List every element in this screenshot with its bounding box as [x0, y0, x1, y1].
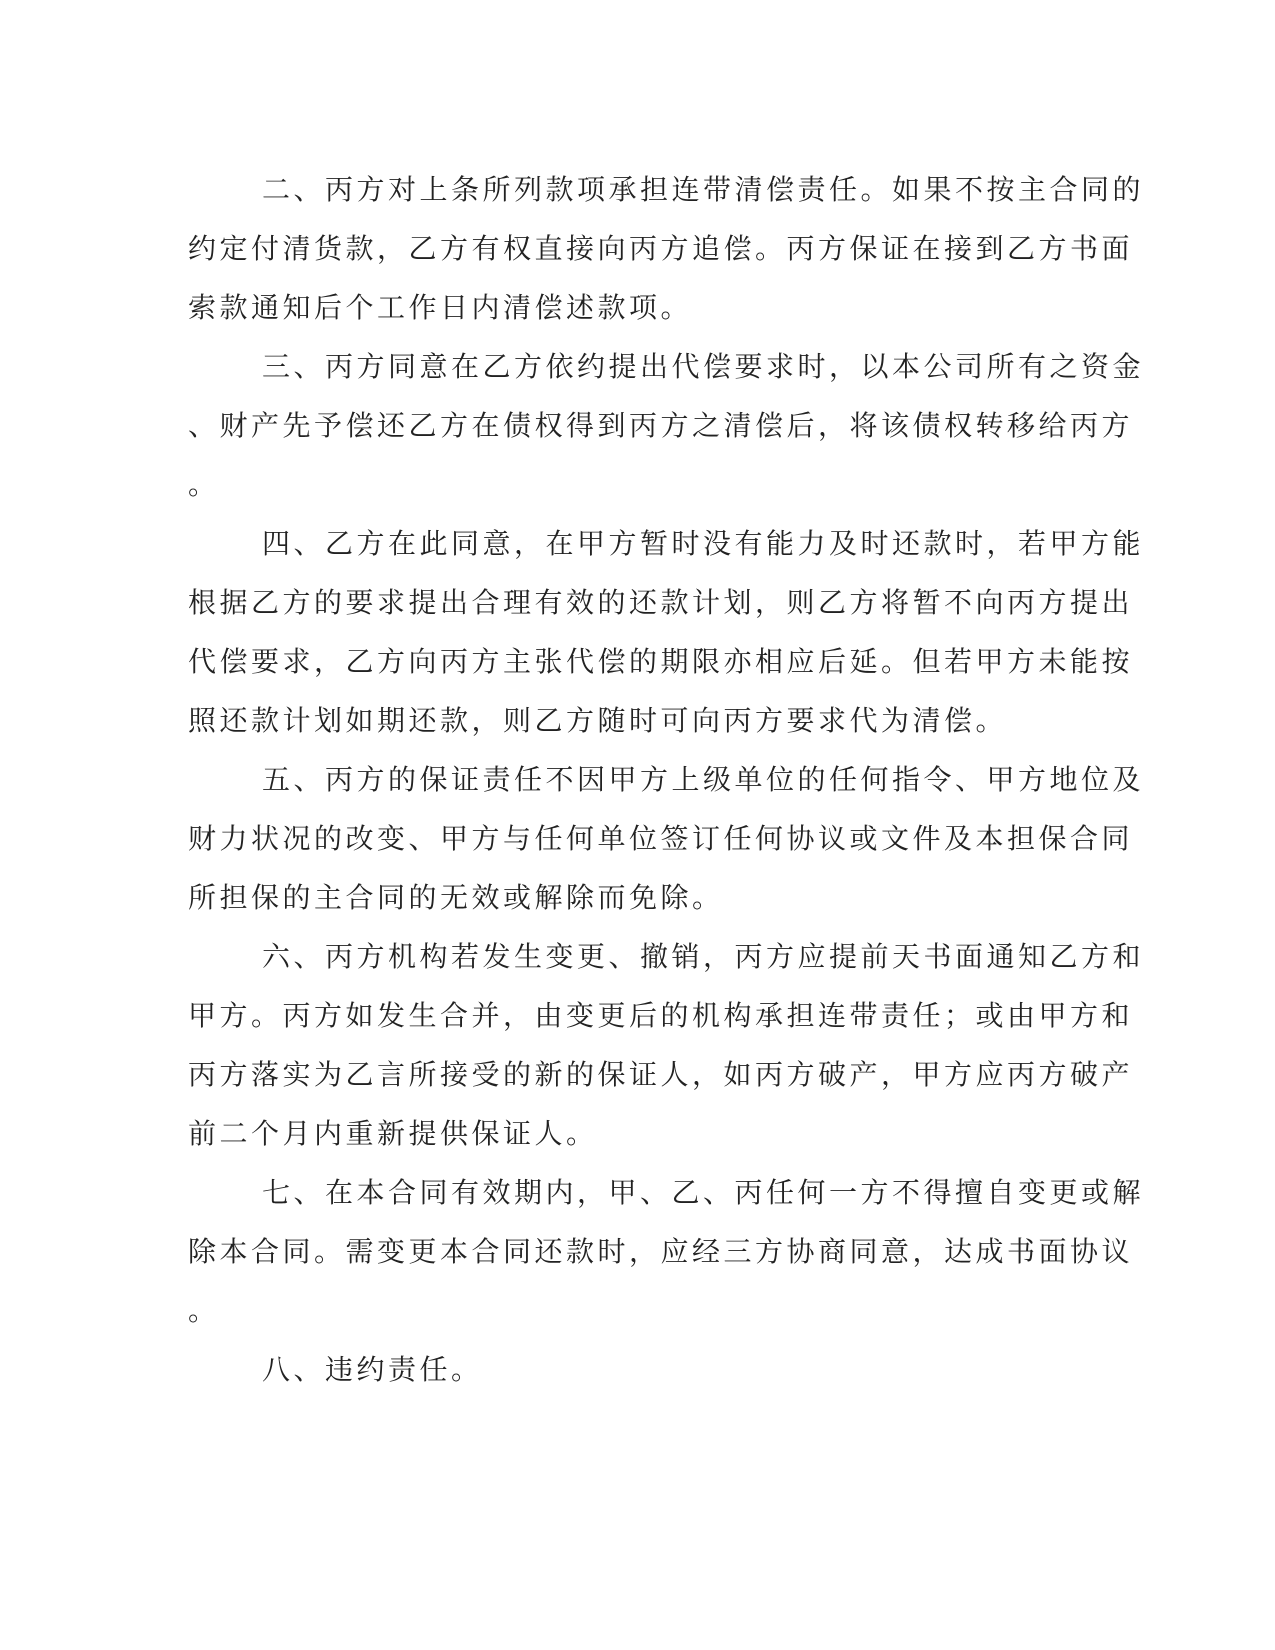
- clause-7-line-3: 。: [188, 1294, 220, 1327]
- clause-5-line-1: 五、丙方的保证责任不因甲方上级单位的任何指令、甲方地位及: [262, 763, 1145, 796]
- clause-2-line-3: 索款通知后个工作日内清偿述款项。: [188, 291, 693, 324]
- clause-7-line-1: 七、在本合同有效期内，甲、乙、丙任何一方不得擅自变更或解: [262, 1176, 1145, 1209]
- clause-8-heading: 八、违约责任。: [262, 1353, 483, 1386]
- clause-6-line-3: 丙方落实为乙言所接受的新的保证人，如丙方破产，甲方应丙方破产: [188, 1058, 1134, 1091]
- document-body: [188, 160, 1145, 1399]
- clause-3-line-1: 三、丙方同意在乙方依约提出代偿要求时，以本公司所有之资金: [262, 350, 1145, 383]
- clause-6-line-4: 前二个月内重新提供保证人。: [188, 1117, 598, 1150]
- clause-4-line-2: 根据乙方的要求提出合理有效的还款计划，则乙方将暂不向丙方提出: [188, 586, 1134, 619]
- clause-4-line-3: 代偿要求，乙方向丙方主张代偿的期限亦相应后延。但若甲方未能按: [188, 645, 1134, 678]
- clause-2-line-2: 约定付清货款，乙方有权直接向丙方追偿。丙方保证在接到乙方书面: [188, 232, 1134, 265]
- clause-6-line-1: 六、丙方机构若发生变更、撤销，丙方应提前天书面通知乙方和: [262, 940, 1145, 973]
- clause-2-line-1: 二、丙方对上条所列款项承担连带清偿责任。如果不按主合同的: [262, 173, 1145, 206]
- clause-4-line-4: 照还款计划如期还款，则乙方随时可向丙方要求代为清偿。: [188, 704, 1008, 737]
- clause-7-line-2: 除本合同。需变更本合同还款时，应经三方协商同意，达成书面协议: [188, 1235, 1134, 1268]
- clause-3-line-2: 、财产先予偿还乙方在债权得到丙方之清偿后，将该债权转移给丙方: [188, 409, 1134, 442]
- clause-5-line-3: 所担保的主合同的无效或解除而免除。: [188, 881, 724, 914]
- clause-5-line-2: 财力状况的改变、甲方与任何单位签订任何协议或文件及本担保合同: [188, 822, 1134, 855]
- clause-4-line-1: 四、乙方在此同意，在甲方暂时没有能力及时还款时，若甲方能: [262, 527, 1145, 560]
- clause-6-line-2: 甲方。丙方如发生合并，由变更后的机构承担连带责任；或由甲方和: [188, 999, 1134, 1032]
- clause-3-line-3: 。: [188, 468, 220, 501]
